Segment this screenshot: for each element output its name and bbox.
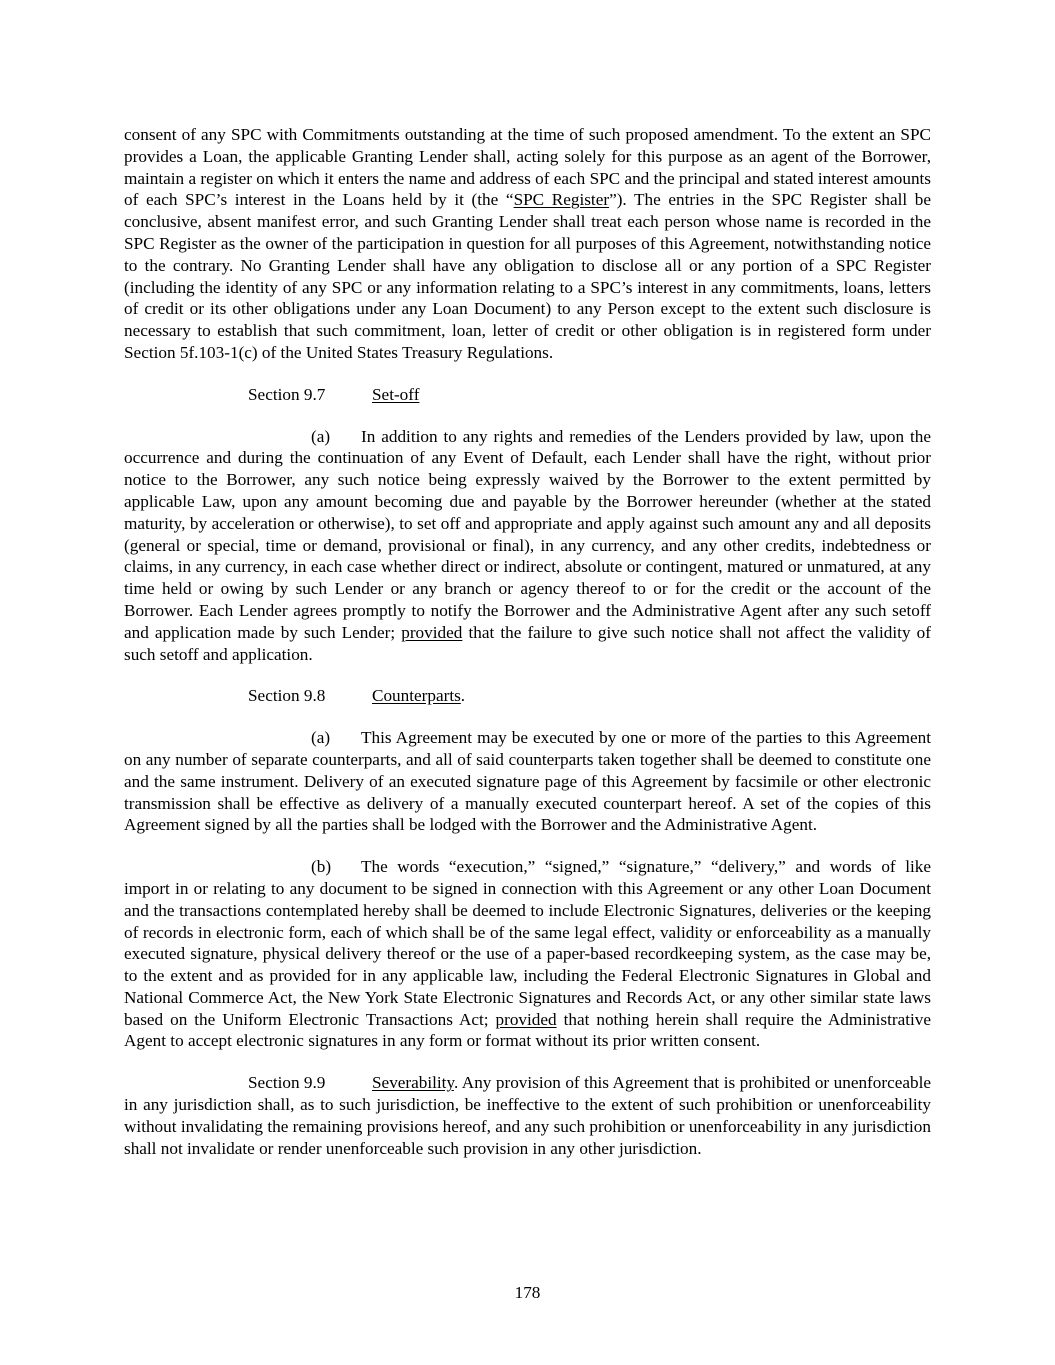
- section-9-7-paragraph-a: (a) In addition to any rights and remedies of the Lenders provided by law, upon the occurrence and during the continuation of any Event of Default, each Lender shall have the right, without prior notice to the Borrower, any such notice being expressly waived by the Borrower to the extent permitted by applicable Law, upon any amount becoming due and payable by the Borrower hereunder (whether at the stated maturity, by acceleration or otherwise), to set off and appropriate and apply against such amount any and all deposits (general or special, time or demand, provisional or final), in any currency, and any other credits, indebtedness or claims, in any currency, in each case whether direct or indirect, absolute or contingent, matured or unmatured, at any time held or owing by such Lender or any branch or agency thereof to or for the credit or the account of the Borrower. Each Lender agrees promptly to notify the Borrower and the Administrative Agent after any such setoff and application made by such Lender; provided that the failure to give such notice shall not affect the validity of such setoff and application.: [124, 426, 931, 664]
- page-number: 178: [514, 1283, 541, 1302]
- section-number: Section 9.7: [248, 384, 326, 404]
- section-9-8-heading: Section 9.8 Counterparts.: [248, 686, 466, 706]
- paragraph-label: (a): [311, 426, 331, 446]
- proviso-term: provided: [401, 622, 463, 642]
- section-9-9-paragraph: Section 9.9 Severability. Any provision of this Agreement that is prohibited or unenforceable in any jurisdiction shall, as to such jurisdiction, be ineffective to the extent of such prohibition or unenforceability without invalidating the remaining provisions hereof, and any such prohibition or unenforceability in any jurisdiction shall not invalidate or render unenforceable such provision in any other jurisdiction.: [124, 1073, 931, 1158]
- defined-term-spc-register: SPC Register: [513, 190, 610, 210]
- document-body: [124, 124, 931, 1159]
- section-number: Section 9.9: [248, 1073, 326, 1093]
- paragraph-label: (a): [311, 728, 331, 748]
- section-9-8-paragraph-a: (a) This Agreement may be executed by one or more of the parties to this Agreement on any number of separate counterparts, and all of said counterparts taken together shall be deemed to constitute one and the same instrument. Delivery of an executed signature page of this Agreement by facsimile or other electronic transmission shall be effective as delivery of a manually executed counterpart hereof. A set of the copies of this Agreement signed by all the parties shall be lodged with the Borrower and the Administrative Agent.: [124, 728, 931, 835]
- carryover-paragraph: consent of any SPC with Commitments outstanding at the time of such proposed amendment. To the extent an SPC provides a Loan, the applicable Granting Lender shall, acting solely for this purpose as an agent of the Borrower, maintain a register on which it enters the name and address of each SPC and the principal and stated interest amounts of each SPC’s interest in the Loans held by it (the “SPC Register”). The entries in the SPC Register shall be conclusive, absent manifest error, and such Granting Lender shall treat each person whose name is recorded in the SPC Register as the owner of the participation in question for all purposes of this Agreement, notwithstanding notice to the contrary. No Granting Lender shall have any obligation to disclose all or any portion of a SPC Register (including the identity of any SPC or any information relating to a SPC’s interest in any commitments, loans, letters of credit or its other obligations under any Loan Document) to any Person except to the extent such disclosure is necessary to establish that such commitment, loan, letter of credit or other obligation is in registered form under Section 5f.103-1(c) of the United States Treasury Regulations.: [124, 125, 932, 362]
- section-title: Counterparts: [372, 686, 461, 706]
- section-title: Set-off: [372, 384, 420, 404]
- section-9-7-heading: [124, 384, 931, 406]
- section-number: Section 9.8: [248, 686, 326, 706]
- proviso-term: provided: [495, 1009, 557, 1029]
- section-9-8-paragraph-b: (b) The words “execution,” “signed,” “signature,” “delivery,” and words of like import in or relating to any document to be signed in connection with this Agreement or any other Loan Document and the transactions contemplated hereby shall be deemed to include Electronic Signatures, deliveries or the keeping of records in electronic form, each of which shall be of the same legal effect, validity or enforceability as a manually executed signature, physical delivery thereof or the use of a paper-based recordkeeping system, as the case may be, to the extent and as provided for in any applicable law, including the Federal Electronic Signatures in Global and National Commerce Act, the New York State Electronic Signatures and Records Act, or any other similar state laws based on the Uniform Electronic Transactions Act; provided that nothing herein shall require the Administrative Agent to accept electronic signatures in any form or format without its prior written consent.: [124, 857, 931, 1051]
- section-title: Severability: [372, 1073, 454, 1093]
- paragraph-label: (b): [311, 857, 332, 877]
